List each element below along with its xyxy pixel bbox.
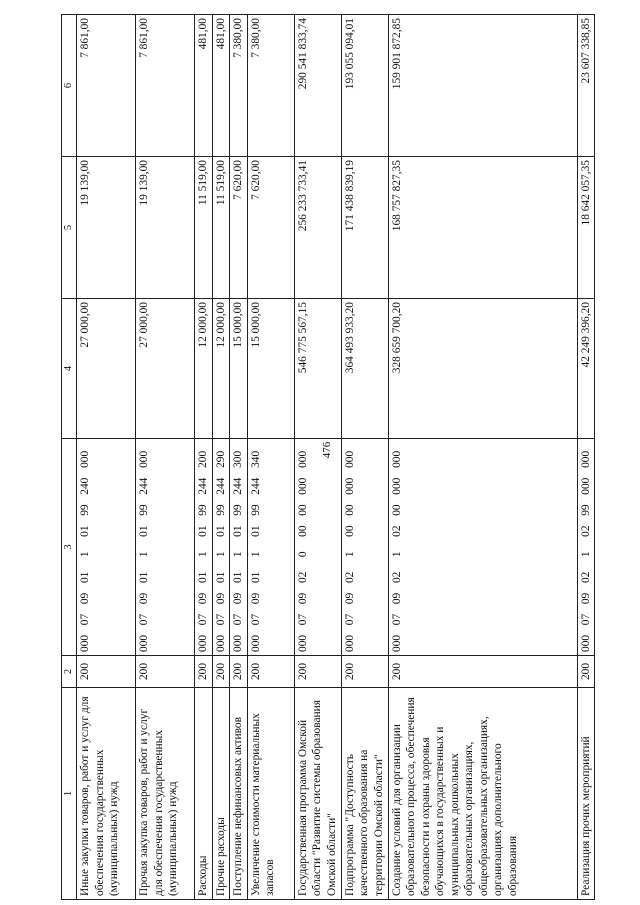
row-classifier: 000 07 09 01 1 01 99 240 000 (77, 439, 136, 656)
row-code: 200 (212, 656, 230, 688)
row-col5: 18 642 057,35 (577, 157, 595, 299)
header-cell-2: 2 (62, 656, 77, 688)
row-col5: 171 438 839,19 (341, 157, 388, 299)
row-code: 200 (136, 656, 195, 688)
row-col6: 193 055 094,01 (341, 15, 388, 157)
budget-table (61, 14, 595, 900)
row-col5: 11 519,00 (212, 157, 230, 299)
table-row (388, 15, 577, 900)
row-classifier: 000 07 09 01 1 01 99 244 000 (136, 439, 195, 656)
header-cell-4: 4 (62, 299, 77, 439)
row-classifier: 000 07 09 02 0 00 00 000 000 (294, 439, 341, 656)
row-col6: 7 861,00 (136, 15, 195, 157)
row-classifier: 000 07 09 01 1 01 99 244 340 (247, 439, 294, 656)
header-cell-6: 6 (62, 15, 77, 157)
row-col4: 15 000,00 (247, 299, 294, 439)
row-name: Государственная программа Омской области "Развитие системы образования Омской области" (294, 688, 341, 900)
row-classifier: 000 07 09 01 1 01 99 244 200 (195, 439, 213, 656)
row-name: Создание условий для организации образовательного процесса, обеспечения безопасности и охраны здоровья обучающихся в государственных и муниципальных дошкольных образовательных организациях, общеобразовательных организациях, организациях дополнительного образования (388, 688, 577, 900)
header-cell-5: 5 (62, 157, 77, 299)
page-number: 476 (321, 441, 333, 459)
table-row (247, 15, 294, 900)
row-name: Прочая закупка товаров, работ и услуг для обеспечения государственных (муниципальных) нужд (136, 688, 195, 900)
row-col5: 19 139,00 (77, 157, 136, 299)
row-code: 200 (195, 656, 213, 688)
row-col4: 364 493 933,20 (341, 299, 388, 439)
row-col6: 23 607 338,85 (577, 15, 595, 157)
header-row (62, 15, 77, 900)
row-col5: 19 139,00 (136, 157, 195, 299)
row-col4: 27 000,00 (136, 299, 195, 439)
row-classifier: 000 07 09 02 1 02 99 000 000 (577, 439, 595, 656)
row-col6: 159 901 872,85 (388, 15, 577, 157)
row-col4: 12 000,00 (195, 299, 213, 439)
rotated-table-wrapper (61, 15, 607, 900)
row-name: Прочие расходы (212, 688, 230, 900)
table-row (195, 15, 213, 900)
row-col6: 7 380,00 (247, 15, 294, 157)
table-row (577, 15, 595, 900)
row-code: 200 (230, 656, 248, 688)
row-col4: 27 000,00 (77, 299, 136, 439)
row-code: 200 (294, 656, 341, 688)
row-col6: 7 380,00 (230, 15, 248, 157)
row-name: Иные закупки товаров, работ и услуг для обеспечения государственных (муниципальных) нужд (77, 688, 136, 900)
table-row (77, 15, 136, 900)
row-col5: 7 620,00 (230, 157, 248, 299)
row-name: Увеличение стоимости материальных запасов (247, 688, 294, 900)
row-code: 200 (388, 656, 577, 688)
row-code: 200 (77, 656, 136, 688)
header-cell-1: 1 (62, 688, 77, 900)
table-row (230, 15, 248, 900)
row-classifier: 000 07 09 01 1 01 99 244 290 (212, 439, 230, 656)
row-col6: 481,00 (212, 15, 230, 157)
table-row (136, 15, 195, 900)
row-name: Поступление нефинансовых активов (230, 688, 248, 900)
row-col5: 7 620,00 (247, 157, 294, 299)
row-classifier: 000 07 09 02 1 02 00 000 000 (388, 439, 577, 656)
row-col4: 546 775 567,15 (294, 299, 341, 439)
row-col4: 12 000,00 (212, 299, 230, 439)
row-code: 200 (341, 656, 388, 688)
row-col4: 42 249 396,20 (577, 299, 595, 439)
table-row (294, 15, 341, 900)
row-col5: 11 519,00 (195, 157, 213, 299)
row-code: 200 (247, 656, 294, 688)
row-name: Расходы (195, 688, 213, 900)
row-classifier: 000 07 09 01 1 01 99 244 300 (230, 439, 248, 656)
table-row (341, 15, 388, 900)
row-col6: 7 861,00 (77, 15, 136, 157)
row-col5: 256 233 733,41 (294, 157, 341, 299)
row-col4: 15 000,00 (230, 299, 248, 439)
row-col4: 328 659 700,20 (388, 299, 577, 439)
row-name: Реализация прочих мероприятий (577, 688, 595, 900)
header-cell-3: 3 (62, 439, 77, 656)
row-name: Подпрограмма "Доступность качественного образования на территории Омской области" (341, 688, 388, 900)
row-col5: 168 757 827,35 (388, 157, 577, 299)
table-row (212, 15, 230, 900)
row-col6: 481,00 (195, 15, 213, 157)
row-classifier: 000 07 09 02 1 00 00 000 000 (341, 439, 388, 656)
row-code: 200 (577, 656, 595, 688)
row-col6: 290 541 833,74 (294, 15, 341, 157)
